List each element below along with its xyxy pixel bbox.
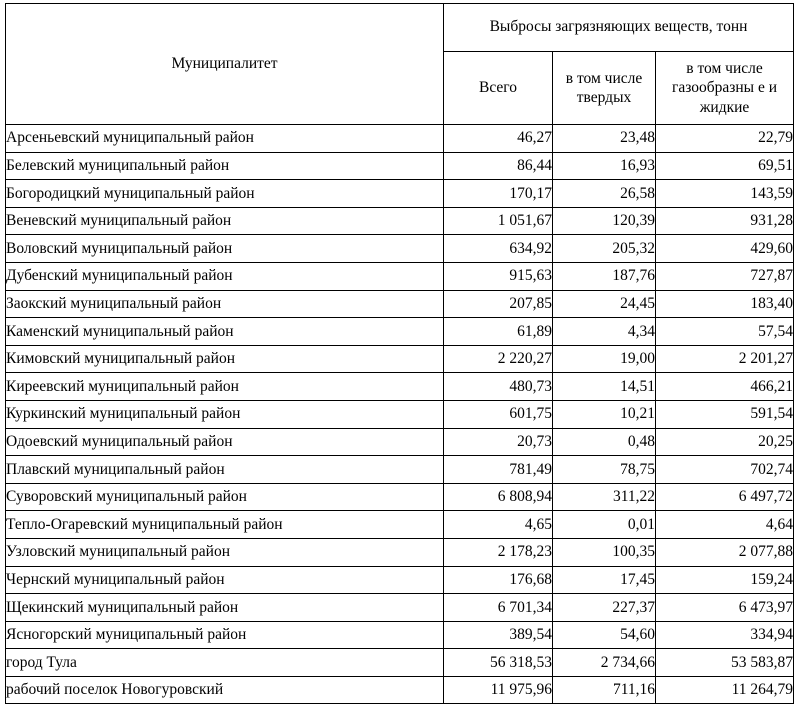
- column-header-total: Всего: [444, 52, 553, 125]
- cell-total: 20,73: [444, 428, 553, 456]
- cell-gas-liquid: 57,54: [656, 318, 794, 346]
- table-header: [6, 4, 794, 125]
- cell-solid: 187,76: [553, 262, 656, 290]
- cell-solid: 24,45: [553, 290, 656, 318]
- cell-municipality: Заокский муниципальный район: [6, 290, 444, 318]
- cell-municipality: город Тула: [6, 649, 444, 677]
- cell-total: 176,68: [444, 566, 553, 594]
- table-row: [6, 125, 794, 153]
- cell-municipality: рабочий поселок Новогуровский: [6, 676, 444, 704]
- column-header-municipality: Муниципалитет: [6, 4, 444, 125]
- table-row: [6, 345, 794, 373]
- cell-gas-liquid: 6 497,72: [656, 483, 794, 511]
- table-row: [6, 290, 794, 318]
- cell-total: 915,63: [444, 262, 553, 290]
- cell-gas-liquid: 727,87: [656, 262, 794, 290]
- cell-total: 46,27: [444, 125, 553, 153]
- table-row: [6, 538, 794, 566]
- cell-solid: 14,51: [553, 373, 656, 401]
- cell-municipality: Арсеньевский муниципальный район: [6, 125, 444, 153]
- table-row: [6, 456, 794, 484]
- cell-municipality: Плавский муниципальный район: [6, 456, 444, 484]
- cell-solid: 23,48: [553, 125, 656, 153]
- cell-solid: 4,34: [553, 318, 656, 346]
- cell-municipality: Дубенский муниципальный район: [6, 262, 444, 290]
- cell-gas-liquid: 6 473,97: [656, 594, 794, 622]
- cell-municipality: Каменский муниципальный район: [6, 318, 444, 346]
- table-row: [6, 621, 794, 649]
- cell-total: 4,65: [444, 511, 553, 539]
- cell-municipality: Чернский муниципальный район: [6, 566, 444, 594]
- cell-gas-liquid: 2 201,27: [656, 345, 794, 373]
- cell-solid: 17,45: [553, 566, 656, 594]
- table-row: [6, 483, 794, 511]
- cell-gas-liquid: 931,28: [656, 207, 794, 235]
- table-row: [6, 373, 794, 401]
- cell-total: 2 220,27: [444, 345, 553, 373]
- cell-solid: 711,16: [553, 676, 656, 704]
- cell-total: 634,92: [444, 235, 553, 263]
- cell-total: 389,54: [444, 621, 553, 649]
- cell-gas-liquid: 334,94: [656, 621, 794, 649]
- cell-solid: 100,35: [553, 538, 656, 566]
- cell-municipality: Воловский муниципальный район: [6, 235, 444, 263]
- cell-solid: 311,22: [553, 483, 656, 511]
- cell-total: 1 051,67: [444, 207, 553, 235]
- table-row: [6, 400, 794, 428]
- cell-total: 480,73: [444, 373, 553, 401]
- cell-gas-liquid: 4,64: [656, 511, 794, 539]
- column-header-group-emissions: Выбросы загрязняющих веществ, тонн: [444, 4, 794, 52]
- cell-gas-liquid: 183,40: [656, 290, 794, 318]
- table-row: [6, 262, 794, 290]
- cell-solid: 54,60: [553, 621, 656, 649]
- cell-municipality: Веневский муниципальный район: [6, 207, 444, 235]
- cell-solid: 120,39: [553, 207, 656, 235]
- cell-gas-liquid: 53 583,87: [656, 649, 794, 677]
- cell-total: 207,85: [444, 290, 553, 318]
- cell-total: 2 178,23: [444, 538, 553, 566]
- cell-municipality: Узловский муниципальный район: [6, 538, 444, 566]
- cell-solid: 0,48: [553, 428, 656, 456]
- column-header-gas-liquid: в том числе газообразны е и жидкие: [656, 52, 794, 125]
- cell-solid: 0,01: [553, 511, 656, 539]
- cell-municipality: Кимовский муниципальный район: [6, 345, 444, 373]
- cell-gas-liquid: 702,74: [656, 456, 794, 484]
- cell-total: 56 318,53: [444, 649, 553, 677]
- cell-solid: 205,32: [553, 235, 656, 263]
- cell-total: 170,17: [444, 180, 553, 208]
- cell-municipality: Суворовский муниципальный район: [6, 483, 444, 511]
- cell-gas-liquid: 429,60: [656, 235, 794, 263]
- cell-total: 61,89: [444, 318, 553, 346]
- cell-total: 11 975,96: [444, 676, 553, 704]
- cell-solid: 2 734,66: [553, 649, 656, 677]
- cell-gas-liquid: 2 077,88: [656, 538, 794, 566]
- cell-solid: 19,00: [553, 345, 656, 373]
- table-row: [6, 594, 794, 622]
- cell-municipality: Богородицкий муниципальный район: [6, 180, 444, 208]
- header-row-top: [6, 4, 794, 52]
- table-row: [6, 676, 794, 704]
- cell-gas-liquid: 466,21: [656, 373, 794, 401]
- table-row: [6, 180, 794, 208]
- cell-solid: 26,58: [553, 180, 656, 208]
- table-row: [6, 649, 794, 677]
- cell-gas-liquid: 11 264,79: [656, 676, 794, 704]
- table-row: [6, 152, 794, 180]
- cell-total: 781,49: [444, 456, 553, 484]
- table-row: [6, 511, 794, 539]
- cell-gas-liquid: 159,24: [656, 566, 794, 594]
- cell-municipality: Куркинский муниципальный район: [6, 400, 444, 428]
- cell-total: 601,75: [444, 400, 553, 428]
- cell-solid: 78,75: [553, 456, 656, 484]
- table-row: [6, 207, 794, 235]
- cell-municipality: Щекинский муниципальный район: [6, 594, 444, 622]
- cell-gas-liquid: 22,79: [656, 125, 794, 153]
- cell-total: 6 808,94: [444, 483, 553, 511]
- cell-solid: 227,37: [553, 594, 656, 622]
- cell-gas-liquid: 143,59: [656, 180, 794, 208]
- cell-municipality: Белевский муниципальный район: [6, 152, 444, 180]
- cell-municipality: Тепло-Огаревский муниципальный район: [6, 511, 444, 539]
- cell-total: 86,44: [444, 152, 553, 180]
- cell-municipality: Одоевский муниципальный район: [6, 428, 444, 456]
- table-body: [6, 125, 794, 704]
- cell-gas-liquid: 69,51: [656, 152, 794, 180]
- cell-solid: 16,93: [553, 152, 656, 180]
- cell-gas-liquid: 591,54: [656, 400, 794, 428]
- column-header-solid: в том числе твердых: [553, 52, 656, 125]
- cell-municipality: Ясногорский муниципальный район: [6, 621, 444, 649]
- table-row: [6, 566, 794, 594]
- table-row: [6, 428, 794, 456]
- cell-gas-liquid: 20,25: [656, 428, 794, 456]
- cell-municipality: Киреевский муниципальный район: [6, 373, 444, 401]
- table-row: [6, 235, 794, 263]
- table-row: [6, 318, 794, 346]
- cell-solid: 10,21: [553, 400, 656, 428]
- emissions-table: [5, 3, 794, 704]
- cell-total: 6 701,34: [444, 594, 553, 622]
